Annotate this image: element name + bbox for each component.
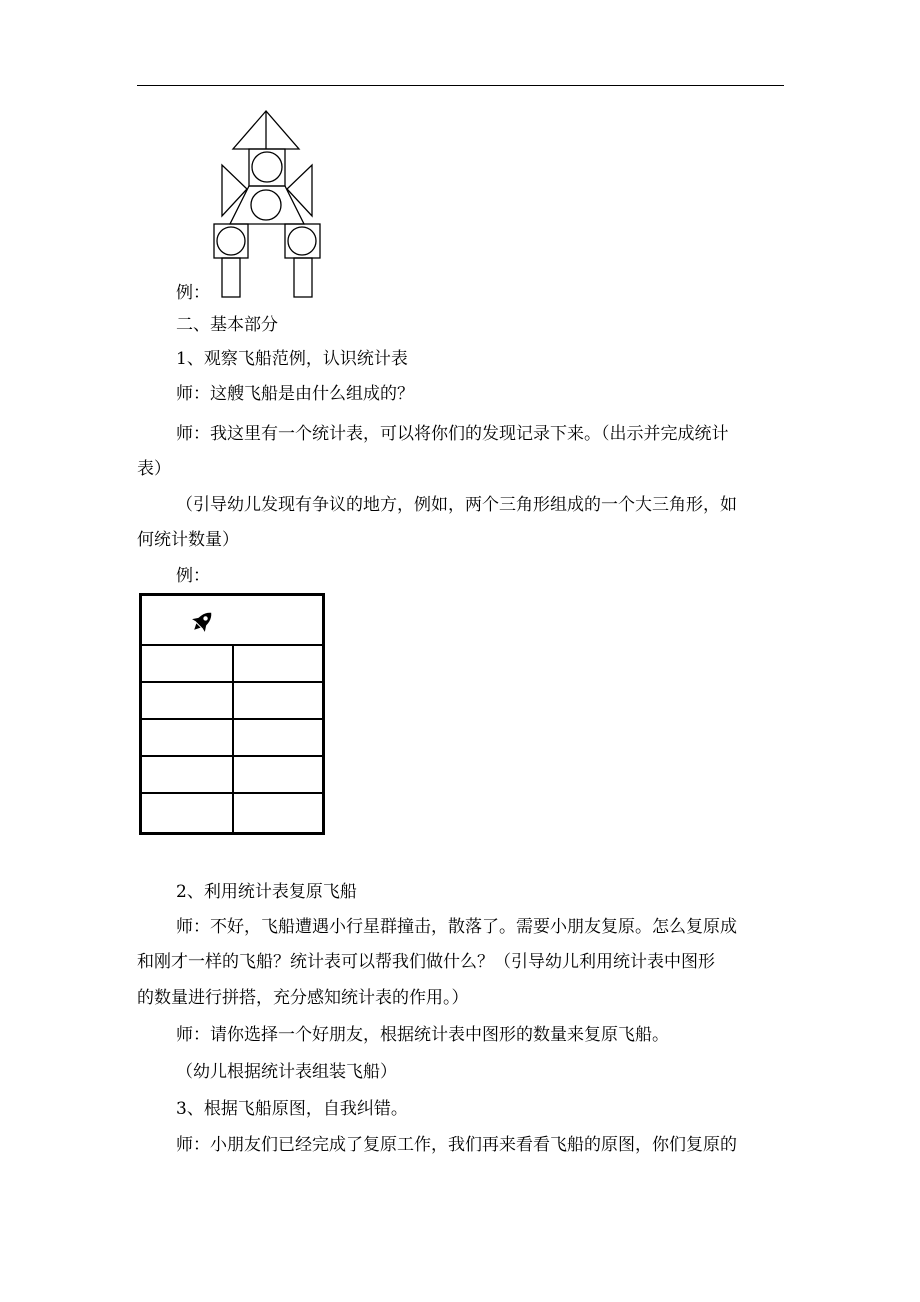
left-leg [222,258,240,297]
table-cell [234,757,322,792]
paragraph: 的数量进行拼搭，充分感知统计表的作用。） [137,988,469,1008]
figure-label: 例： [176,283,210,303]
section-heading: 二、基本部分 [176,315,278,335]
paragraph: 师：这艘飞船是由什么组成的？ [176,384,414,404]
left-engine-square [214,224,248,258]
table-cell [142,794,234,832]
table-cell [142,720,234,755]
table-cell [234,683,322,718]
right-leg [294,258,312,297]
table-cell [234,720,322,755]
paragraph: （幼儿根据统计表组装飞船） [176,1062,397,1082]
table-cell [142,757,234,792]
table-row [142,646,322,683]
right-engine-square [285,224,320,258]
header-rule [137,85,784,86]
table-row [142,720,322,757]
body-circle [251,190,281,220]
right-wing-triangle [287,165,312,216]
table-cell [234,646,322,681]
table-cell [142,683,234,718]
table-cell [234,794,322,832]
paragraph: 师：不好，飞船遭遇小行星群撞击，散落了。需要小朋友复原。怎么复原成 [176,917,737,937]
paragraph: 表） [137,459,171,479]
left-wing-triangle [222,165,247,216]
head-circle [252,152,282,182]
table-header [142,596,322,646]
paragraph: 和刚才一样的飞船？统计表可以帮我们做什么？（引导幼儿利用统计表中图形 [137,952,715,972]
head-square [249,149,285,186]
table-row [142,757,322,794]
table-row [142,794,322,832]
statistics-table [139,593,325,835]
paragraph: 师：我这里有一个统计表，可以将你们的发现记录下来。（出示并完成统计 [176,424,729,444]
paragraph: 师：请你选择一个好朋友，根据统计表中图形的数量来复原飞船。 [176,1025,669,1045]
paragraph: （引导幼儿发现有争议的地方，例如，两个三角形组成的一个大三角形，如 [176,495,737,515]
step-1-heading: 1、观察飞船范例，认识统计表 [176,349,408,369]
paragraph: 何统计数量） [137,530,239,550]
body-triangle [230,186,304,224]
spaceship-figure [205,108,327,300]
step-3-heading: 3、根据飞船原图，自我纠错。 [176,1099,408,1119]
table-row [142,683,322,720]
rocket-icon [188,608,216,636]
table-cell [142,646,234,681]
paragraph: 师：小朋友们已经完成了复原工作，我们再来看看飞船的原图，你们复原的 [176,1135,737,1155]
step-2-heading: 2、利用统计表复原飞船 [176,882,357,902]
table-label: 例： [176,566,210,586]
